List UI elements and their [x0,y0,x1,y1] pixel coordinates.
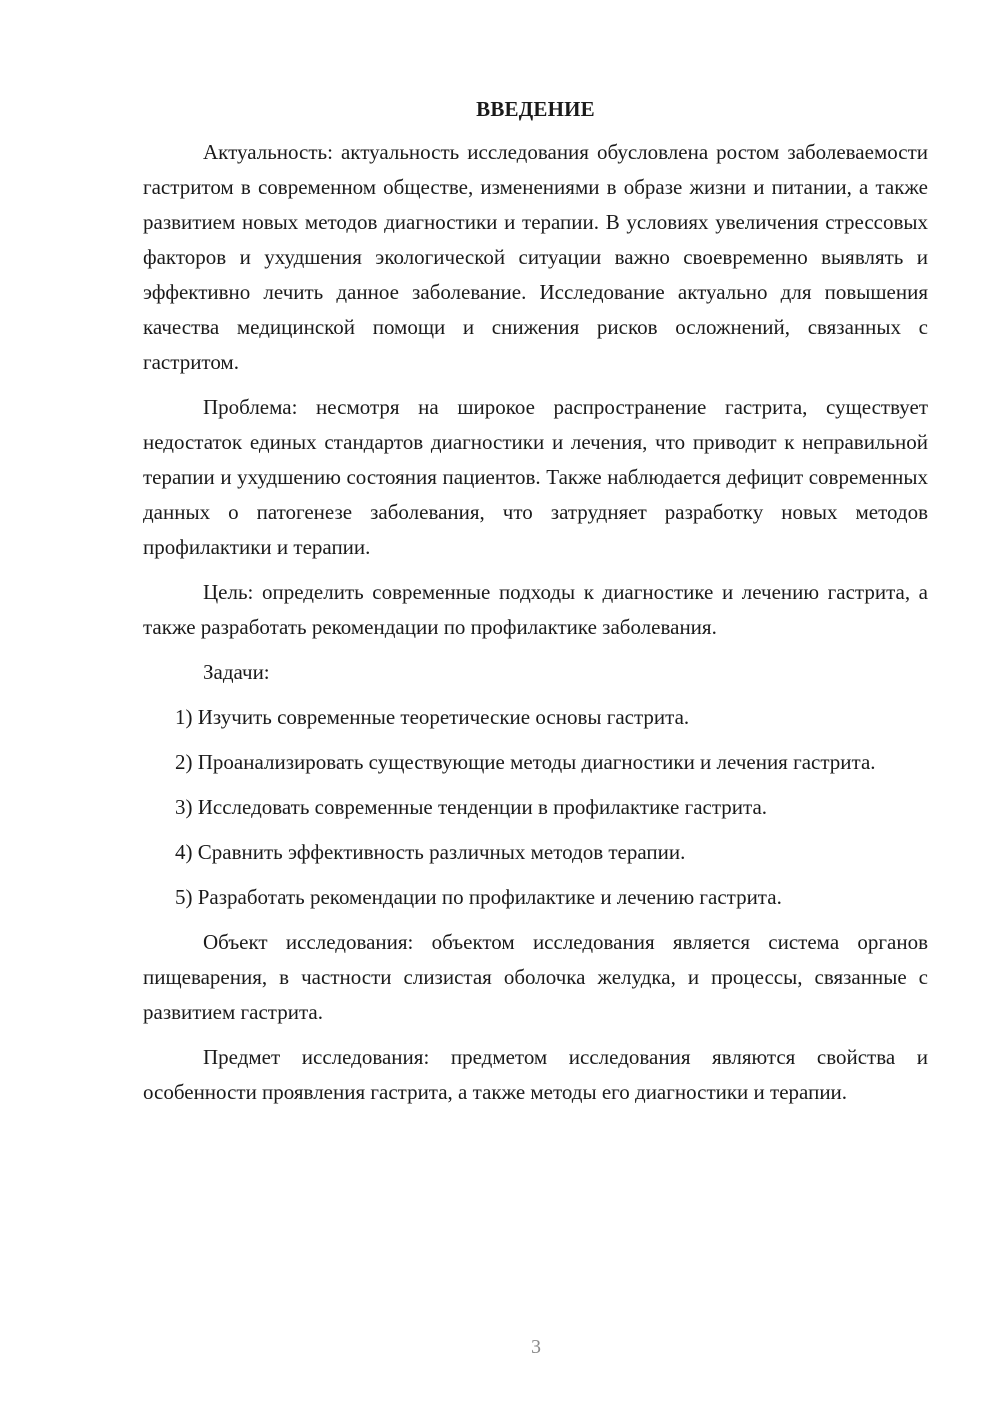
task-item-4: 4) Сравнить эффективность различных методов терапии. [175,840,686,864]
task-item-5: 5) Разработать рекомендации по профилактике и лечению гастрита. [175,885,782,909]
paragraph-problem: Проблема: несмотря на широкое распространение гастрита, существует недостаток единых стандартов диагностики и лечения, что приводит к неправильной терапии и ухудшению состояния пациентов. Также наблюдается дефицит современных данных о патогенезе заболевания, что затрудняет разработку новых методов профилактики и терапии. [143,395,928,559]
paragraph-goal: Цель: определить современные подходы к диагностике и лечению гастрита, а также разработать рекомендации по профилактике заболевания. [143,580,928,639]
task-item-1: 1) Изучить современные теоретические основы гастрита. [175,705,690,729]
paragraph-object: Объект исследования: объектом исследования является система органов пищеварения, в частности слизистая оболочка желудка, и процессы, связанные с развитием гастрита. [143,930,928,1024]
paragraph-tasks-heading: Задачи: [203,660,270,684]
paragraph-relevance: Актуальность: актуальность исследования обусловлена ростом заболеваемости гастритом в современном обществе, изменениями в образе жизни и питании, а также развитием новых методов диагностики и терапии. В условиях увеличения стрессовых факторов и ухудшения экологической ситуации важно своевременно выявлять и эффективно лечить данное заболевание. Исследование актуально для повышения качества медицинской помощи и снижения рисков осложнений, связанных с гастритом. [143,140,928,374]
document-page [143,95,928,1120]
task-item-3: 3) Исследовать современные тенденции в профилактике гастрита. [175,795,768,819]
document-title: ВВЕДЕНИЕ [476,97,595,121]
page-number: 3 [531,1336,541,1358]
paragraph-subject: Предмет исследования: предметом исследования являются свойства и особенности проявления гастрита, а также методы его диагностики и терапии. [143,1045,928,1104]
task-item-2: 2) Проанализировать существующие методы диагностики и лечения гастрита. [175,750,876,774]
